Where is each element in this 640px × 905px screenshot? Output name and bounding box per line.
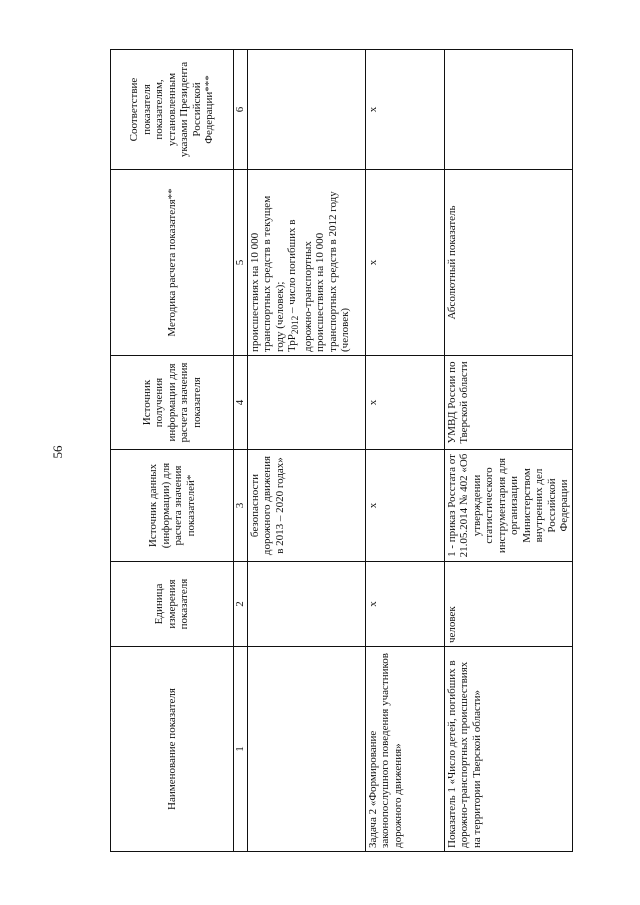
col-number: 2 — [234, 562, 248, 647]
col-number: 4 — [234, 356, 248, 450]
cell-indicator-name — [247, 647, 365, 852]
cell-info-source — [247, 356, 365, 450]
table-row — [365, 50, 444, 852]
cell-method: х — [365, 170, 444, 356]
col-number: 1 — [234, 647, 248, 852]
cell-data-source: х — [365, 450, 444, 562]
page-number: 56 — [50, 445, 65, 459]
col-number: 5 — [234, 170, 248, 356]
header-data-source: Источник данных (информации) для расчета значения показателей* — [111, 450, 234, 562]
cell-indicator-name: Задача 2 «Формирование законопослушного поведения участников дорожного движения» — [365, 647, 444, 852]
table-row — [247, 50, 365, 852]
table-row — [444, 50, 572, 852]
cell-unit — [247, 562, 365, 647]
header-unit: Единица измерения показателя — [111, 562, 234, 647]
table-header-row — [111, 50, 234, 852]
cell-compliance — [444, 50, 572, 170]
indicators-table — [110, 49, 573, 852]
header-method: Методика расчета показателя** — [111, 170, 234, 356]
column-number-row — [234, 50, 248, 852]
cell-data-source: 1 - приказ Росстата от 21.05.2014 № 402 «Об утверждении статистического инструментария для организации Министерством внутренних дел Российской Федерации — [444, 450, 572, 562]
header-indicator-name: Наименование показателя — [111, 647, 234, 852]
method-text-pre: происшествиях на 10 000 транспортных средств в текущем году (человек); — [248, 195, 286, 352]
cell-data-source: безопасности дорожного движения в 2013 – 2020 годах» — [247, 450, 365, 562]
header-compliance: Соответствие показателя показателям, установленным указами Президента Российской Федерации*** — [111, 50, 234, 170]
method-variable: ТрР — [286, 334, 298, 352]
cell-info-source: УМВД России по Тверской области — [444, 356, 572, 450]
cell-unit: х — [365, 562, 444, 647]
col-number: 3 — [234, 450, 248, 562]
header-info-source: Источник получения информации для расчета значения показателя — [111, 356, 234, 450]
cell-info-source: х — [365, 356, 444, 450]
method-text-post: – число погибших в дорожно-транспортных происшествиях на 10 000 транспортных средств в 2012 году (человек) — [286, 191, 352, 352]
cell-compliance — [247, 50, 365, 170]
cell-compliance: х — [365, 50, 444, 170]
cell-indicator-name: Показатель 1 «Число детей, погибших в дорожно-транспортных происшествиях на территории Тверской области» — [444, 647, 572, 852]
method-variable-subscript: 2012 — [290, 315, 301, 335]
cell-method: Абсолютный показатель — [444, 170, 572, 356]
cell-method — [247, 170, 365, 356]
col-number: 6 — [234, 50, 248, 170]
rotated-table-wrapper — [110, 50, 570, 852]
cell-unit: человек — [444, 562, 572, 647]
